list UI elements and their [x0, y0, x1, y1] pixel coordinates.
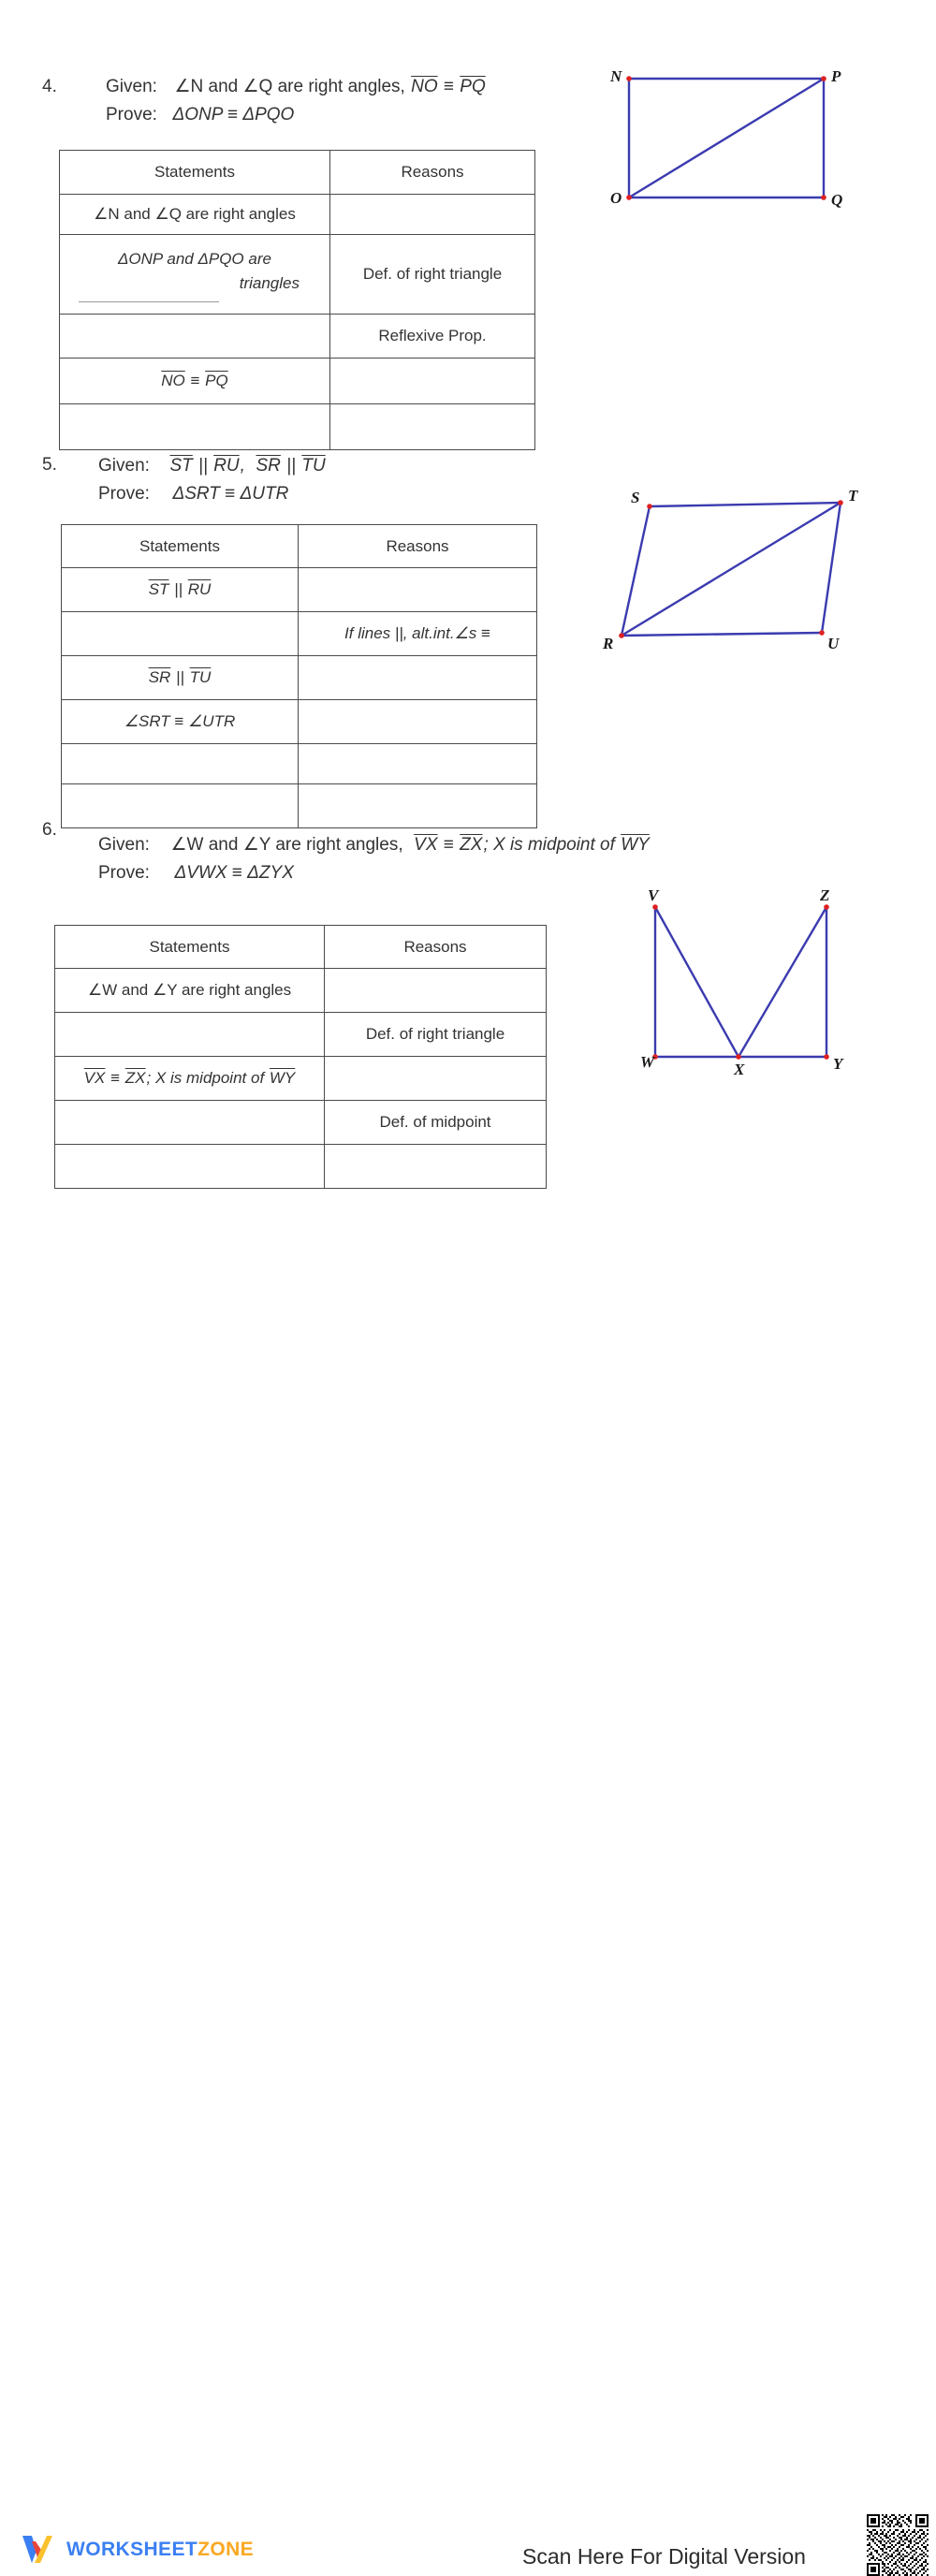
given-label: Given:: [98, 835, 150, 855]
reason-cell[interactable]: [325, 1145, 547, 1189]
proof-table-6: [54, 925, 547, 1189]
statement-cell[interactable]: ∠N and ∠Q are right angles: [60, 195, 330, 235]
statement-line-2: triangles: [239, 273, 300, 292]
col-header-reasons: Reasons: [330, 151, 535, 195]
col-header-reasons: Reasons: [299, 525, 537, 568]
table-row: [55, 1145, 547, 1189]
reason-cell[interactable]: Def. of midpoint: [325, 1101, 547, 1145]
vertex-label-X: X: [734, 1061, 745, 1078]
table-row: [62, 568, 537, 612]
figure-problem-4: [599, 56, 870, 229]
reason-cell[interactable]: Def. of right triangle: [330, 235, 535, 315]
edge-TU: [822, 503, 841, 633]
col-header-reasons: Reasons: [325, 926, 547, 969]
reason-cell[interactable]: [299, 656, 537, 700]
statement-cell[interactable]: ∠W and ∠Y are right angles: [55, 969, 325, 1013]
table-row: [60, 195, 535, 235]
given-text: ∠W and ∠Y are right angles, $\overline{VX} \equiv \overline{ZX}$; X is midpoint of $\overline{WY}$: [170, 835, 650, 855]
table-row: [55, 1101, 547, 1145]
vertex-label-W: W: [640, 1053, 655, 1071]
reason-cell[interactable]: [299, 744, 537, 784]
problem-5-given-row: [98, 452, 327, 480]
table-row: [60, 359, 535, 404]
rectangle-nopq-svg: [599, 56, 870, 225]
problem-6-prove-row: [98, 859, 651, 887]
table-row: [55, 969, 547, 1013]
prove-label: Prove:: [98, 484, 150, 504]
table-header-row: [55, 926, 547, 969]
statement-line-1: ΔONP and ΔPQO are: [118, 249, 271, 268]
reason-cell[interactable]: [299, 700, 537, 744]
vertex-label-Z: Z: [820, 886, 830, 904]
edge-OP-diagonal: [629, 79, 824, 198]
statement-cell[interactable]: [62, 784, 299, 828]
reason-cell[interactable]: [299, 784, 537, 828]
reason-cell[interactable]: [299, 568, 537, 612]
vertex-label-V: V: [648, 886, 659, 904]
vertex-label-R: R: [603, 635, 614, 652]
prove-text: ΔSRT ≡ ΔUTR: [172, 484, 289, 504]
col-header-statements: Statements: [60, 151, 330, 195]
fill-in-blank-line[interactable]: [79, 301, 219, 302]
reason-cell[interactable]: [330, 404, 535, 450]
col-header-statements: Statements: [55, 926, 325, 969]
reason-cell[interactable]: Reflexive Prop.: [330, 315, 535, 359]
table-row: [60, 235, 535, 315]
table-row: [60, 315, 535, 359]
problem-4-prove-row: [106, 101, 487, 129]
worksheet-zone-w-logo-icon: [21, 2534, 58, 2566]
vertex-label-N: N: [610, 67, 622, 85]
table-row: [62, 656, 537, 700]
statement-cell[interactable]: [60, 315, 330, 359]
scan-here-text: Scan Here For Digital Version: [522, 2544, 806, 2569]
vertex-label-P: P: [831, 67, 841, 85]
prove-text: ΔONP ≡ ΔPQO: [172, 105, 295, 124]
statement-cell[interactable]: [62, 612, 299, 656]
edge-XZ: [739, 907, 826, 1057]
table-row: [62, 700, 537, 744]
table-header-row: [60, 151, 535, 195]
problem-5-number: 5.: [42, 455, 57, 475]
table-row: [62, 744, 537, 784]
vertex-label-S: S: [631, 489, 640, 506]
statement-cell[interactable]: [60, 235, 330, 315]
table-row: [55, 1057, 547, 1101]
edge-ST: [650, 503, 841, 506]
problem-5-prompt: [98, 452, 327, 508]
vertex-label-Q: Q: [831, 191, 843, 209]
vertex-label-T: T: [848, 487, 858, 505]
given-label: Given:: [98, 456, 150, 476]
given-label: Given:: [106, 77, 157, 96]
reason-cell[interactable]: [330, 195, 535, 235]
reason-cell[interactable]: [325, 1057, 547, 1101]
statement-cell[interactable]: $\overline{VX} \equiv \overline{ZX}$; X is midpoint of $\overline{WY}$: [55, 1057, 325, 1101]
table-header-row: [62, 525, 537, 568]
problem-4-prompt: [106, 73, 487, 129]
vertex-label-Y: Y: [833, 1055, 843, 1073]
statement-cell[interactable]: [62, 744, 299, 784]
reason-cell[interactable]: Def. of right triangle: [325, 1013, 547, 1057]
figure-problem-6: [618, 875, 870, 1095]
figure-problem-5: [599, 477, 870, 665]
prove-label: Prove:: [98, 863, 150, 883]
prove-text: ΔVWX ≡ ΔZYX: [174, 863, 294, 883]
statement-cell[interactable]: [55, 1013, 325, 1057]
edge-RU: [622, 633, 822, 636]
logo-word-worksheet: WORKSHEET: [66, 2539, 198, 2560]
proof-table-4: [59, 150, 535, 450]
given-text: $\overline{ST}$ || $\overline{RU}$, $\overline{SR}$ || $\overline{TU}$: [169, 456, 326, 476]
table-row: [55, 1013, 547, 1057]
statement-cell[interactable]: [60, 404, 330, 450]
edge-VX: [655, 907, 739, 1057]
problem-6-number: 6.: [42, 820, 57, 840]
col-header-statements: Statements: [62, 525, 299, 568]
edge-SR: [622, 506, 650, 636]
statement-cell[interactable]: [55, 1101, 325, 1145]
reason-cell[interactable]: [330, 359, 535, 404]
statement-cell[interactable]: $\overline{ST}$ || $\overline{RU}$: [62, 568, 299, 612]
table-row: [60, 404, 535, 450]
prove-label: Prove:: [106, 105, 157, 124]
vertex-label-U: U: [827, 635, 840, 652]
reason-cell[interactable]: [325, 969, 547, 1013]
proof-table-5: [61, 524, 537, 828]
vertex-dots: [652, 904, 829, 1060]
problem-4-given-row: [106, 73, 487, 101]
edge-RT-diagonal: [622, 503, 841, 636]
problem-6-given-row: [98, 831, 651, 859]
statement-cell[interactable]: [55, 1145, 325, 1189]
table-row: [62, 612, 537, 656]
given-text: ∠N and ∠Q are right angles, $\overline{NO} \equiv \overline{PQ}$: [174, 77, 486, 96]
logo-wordmark: [66, 2539, 254, 2561]
statement-cell[interactable]: $\overline{SR}$ || $\overline{TU}$: [62, 656, 299, 700]
page-footer: [0, 1254, 936, 2569]
worksheet-zone-logo[interactable]: [21, 2534, 254, 2566]
problem-5-prove-row: [98, 480, 327, 508]
vertex-label-O: O: [610, 189, 622, 207]
parallelogram-srut-svg: [599, 477, 870, 660]
statement-cell[interactable]: $\overline{NO} \equiv \overline{PQ}$: [60, 359, 330, 404]
problem-6-prompt: [98, 831, 651, 887]
table-row: [62, 784, 537, 828]
statement-cell[interactable]: ∠SRT ≡ ∠UTR: [62, 700, 299, 744]
qr-code-icon[interactable]: [867, 2514, 929, 2576]
logo-word-zone: ZONE: [197, 2539, 255, 2560]
reason-cell[interactable]: If lines ||, alt.int.∠s ≡: [299, 612, 537, 656]
problem-4-number: 4.: [42, 77, 57, 96]
